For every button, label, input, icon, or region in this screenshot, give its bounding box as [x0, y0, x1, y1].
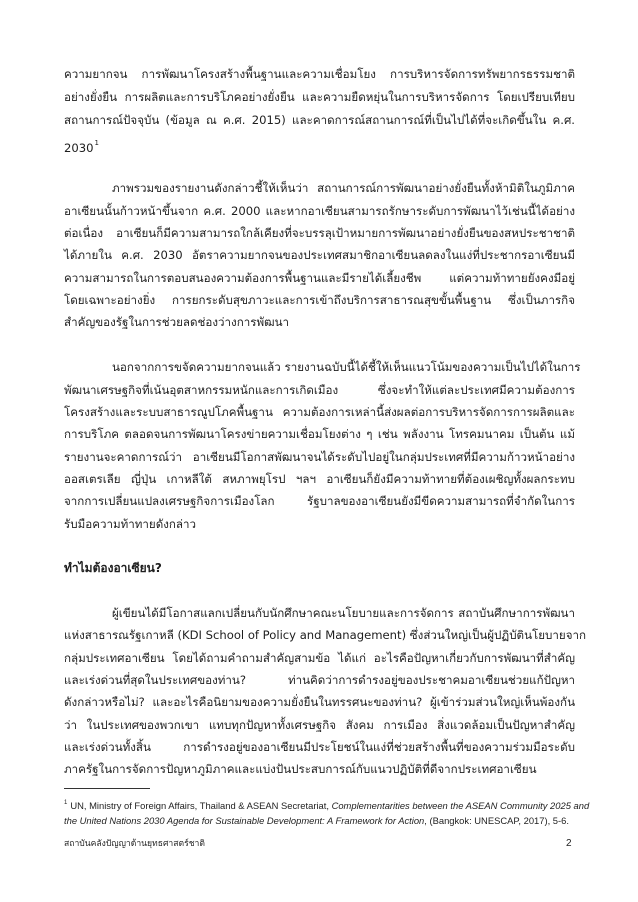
text-line: กลุ่มประเทศอาเซียน โดยได้ถามคำถามสำคัญสามข้อ ได้แก่ อะไรคือปัญหาเกี่ยวกับการพัฒนาที่สำคัญ	[64, 651, 575, 665]
text-fragment: 2030	[64, 141, 94, 155]
text-line: ออสเตรเลีย ญี่ปุ่น เกาหลีใต้ สหภาพยุโรป ฯลฯ อาเซียนก็ยังมีความท้าทายที่ต้องเผชิญทั้งผลกระทบ	[64, 472, 575, 486]
text-line: รับมือความท้าทายดังกล่าว	[64, 517, 197, 531]
text-line: อาเซียนนั้นก้าวหน้าขึ้นจาก ค.ศ. 2000 และหากอาเซียนสามารถรักษาระดับการพัฒนาไว้เช่นนี้ได้อย่าง	[64, 204, 575, 218]
text-line: โดยเฉพาะอย่างยิ่ง การยกระดับสุขภาวะและการเข้าถึงบริการสาธารณสุขขั้นพื้นฐาน ซึ่งเป็นภารกิจ	[64, 293, 575, 307]
text-line: ต่อเนื่อง อาเซียนก็มีความสามารถใกล้เคียงที่จะบรรลุเป้าหมายการพัฒนาอย่างยั่งยืนของสหประชาชาติ	[64, 226, 575, 240]
footnote-title: Complementarities between the ASEAN Community 2025 and	[331, 800, 590, 811]
text-line: ดังกล่าวหรือไม่? และอะไรคือนิยามของความยั่งยืนในทรรศนะของท่าน? ผู้เข้าร่วมส่วนใหญ่เห็นพ้องกัน	[64, 695, 575, 709]
text-line: พัฒนาเศรษฐกิจที่เน้นอุตสาหกรรมหนักและการเกิดเมือง ซึ่งจะทำให้แต่ละประเทศมีความต้องการ	[64, 383, 575, 397]
text-line: อย่างยั่งยืน การผลิตและการบริโภคอย่างยั่งยืน และความยืดหยุ่นในการบริหารจัดการ โดยเปรียบเทียบ	[64, 90, 575, 104]
text-line: ว่า ในประเทศของพวกเขา แทบทุกปัญหาทั้งเศรษฐกิจ สังคม การเมือง สิ่งแวดล้อมเป็นปัญหาสำคัญ	[64, 718, 575, 732]
footnote-separator	[64, 788, 150, 789]
text-line: นอกจากการขจัดความยากจนแล้ว รายงานฉบับนี้ได้ชี้ให้เห็นแนวโน้มของความเป็นไปได้ในการ	[112, 360, 581, 374]
text-line: จากการเปลี่ยนแปลงเศรษฐกิจการเมืองโลก รัฐบาลของอาเซียนยังมีขีดความสามารถที่จำกัดในการ	[64, 494, 575, 508]
text-line: สำคัญของรัฐในการช่วยลดช่องว่างการพัฒนา	[64, 315, 290, 329]
text-line: ภาพรวมของรายงานดังกล่าวชี้ให้เห็นว่า สถานการณ์การพัฒนาอย่างยั่งยืนทั้งห้ามิติในภูมิภาค	[112, 181, 575, 195]
text-line: โครงสร้างและระบบสาธารณูปโภคพื้นฐาน ความต้องการเหล่านี้ส่งผลต่อการบริหารจัดการการผลิตและ	[64, 405, 575, 419]
text-line	[64, 135, 575, 156]
text-line: แห่งสาธารณรัฐเกาหลี (KDI School of Policy and Management) ซึ่งส่วนใหญ่เป็นผู้ปฏิบัตินโยบายจาก	[64, 628, 587, 642]
section-heading: ทำไมต้องอาเซียน?	[64, 561, 162, 575]
text-line: และเร่งด่วนทั้งสิ้น การดำรงอยู่ของอาเซียนมีประโยชน์ในแง่ที่ช่วยสร้างพื้นที่ของความร่วมมือระดับ	[64, 740, 575, 754]
text-line: สถานการณ์ปัจจุบัน (ข้อมูล ณ ค.ศ. 2015) และคาดการณ์สถานการณ์ที่เป็นไปได้ที่จะเกิดขึ้นใน ค.ศ.	[64, 113, 575, 127]
text-line: ความยากจน การพัฒนาโครงสร้างพื้นฐานและความเชื่อมโยง การบริหารจัดการทรัพยากรธรรมชาติ	[64, 67, 575, 81]
footnote-publication: , (Bangkok: UNESCAP, 2017), 5-6.	[424, 815, 569, 826]
footnote-authors: UN, Ministry of Foreign Affairs, Thailand & ASEAN Secretariat,	[70, 800, 332, 811]
text-line: ผู้เขียนได้มีโอกาสแลกเปลี่ยนกับนักศึกษาคณะนโยบายและการจัดการ สถาบันศึกษาการพัฒนา	[112, 606, 575, 620]
footnote-title-cont: the United Nations 2030 Agenda for Sustainable Development: A Framework for Action	[64, 815, 425, 826]
text-line: การบริโภค ตลอดจนการพัฒนาโครงข่ายความเชื่อมโยงต่าง ๆ เช่น พลังงาน โทรคมนาคม เป็นต้น แม้	[64, 427, 575, 441]
page-number: 2	[566, 838, 572, 849]
footnote-line	[64, 815, 575, 827]
text-line: ความสามารถในการตอบสนองความต้องการพื้นฐานและมีรายได้เลี้ยงชีพ แต่ความท้าทายยังคงมีอยู่	[64, 271, 575, 285]
footnote-line	[64, 797, 590, 812]
footnote-reference[interactable]: 1	[94, 139, 99, 147]
text-line: ได้ภายใน ค.ศ. 2030 อัตราความยากจนของประเทศสมาชิกอาเซียนลดลงในแง่ที่ประชากรอาเซียนมี	[64, 248, 575, 262]
text-line: และเร่งด่วนที่สุดในประเทศของท่าน? ท่านคิดว่าการดำรงอยู่ของประชาคมอาเซียนช่วยแก้ปัญหา	[64, 673, 575, 687]
text-line: รายงานจะคาดการณ์ว่า อาเซียนมีโอกาสพัฒนาจนได้ระดับไปอยู่ในกลุ่มประเทศที่มีความก้าวหน้าอย่าง	[64, 450, 575, 464]
footnote-number: 1	[64, 800, 68, 806]
text-line: ภาครัฐในการจัดการปัญหาภูมิภาคและแบ่งปันประสบการณ์กับแนวปฏิบัติที่ดีจากประเทศอาเซียน	[64, 762, 537, 776]
footer-organization: สถาบันคลังปัญญาด้านยุทธศาสตร์ชาติ	[64, 839, 205, 849]
